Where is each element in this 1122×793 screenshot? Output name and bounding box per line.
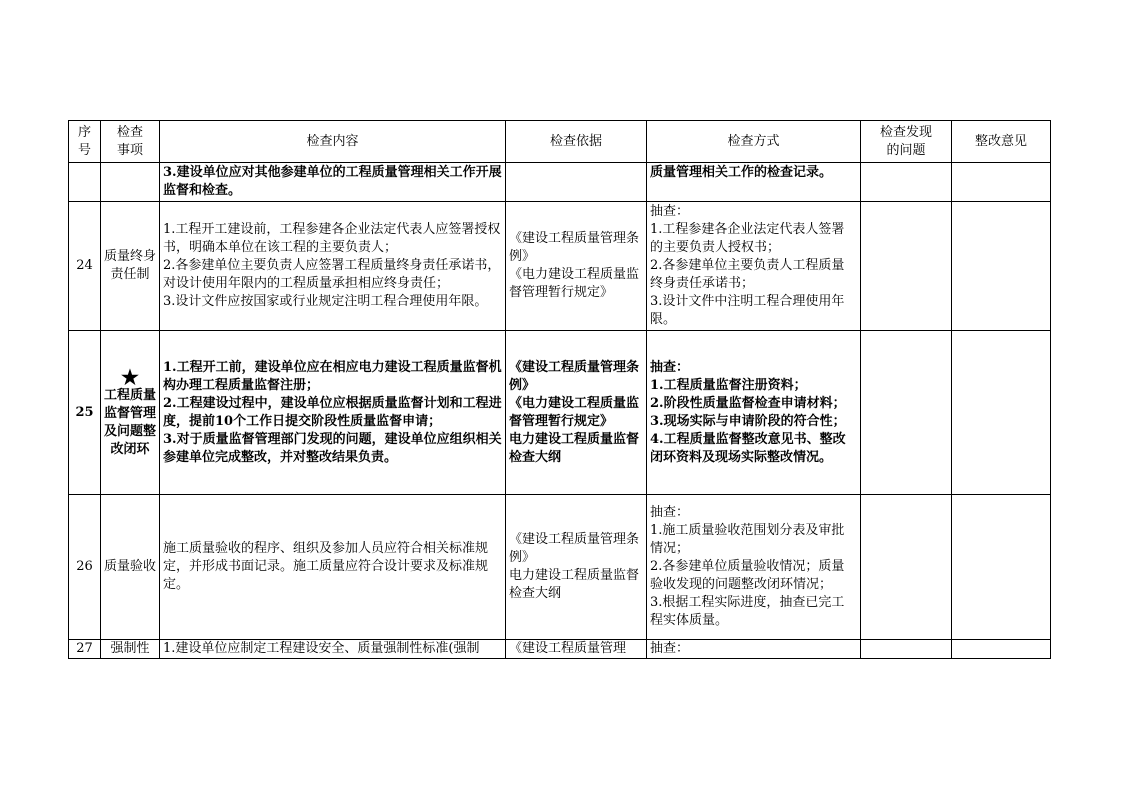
row-advice xyxy=(952,163,1051,202)
row-basis: 《建设工程质量管理条例》 电力建设工程质量监督检查大纲 xyxy=(506,495,647,640)
header-method: 检查方式 xyxy=(647,121,861,163)
row-content: 1.工程开工建设前，工程参建各企业法定代表人应签署授权书，明确本单位在该工程的主要负责人； 2.各参建单位主要负责人应签署工程质量终身责任承诺书，对设计使用年限内的工程质量承担相应终身责任； 3.设计文件应按国家或行业规定注明工程合理使用年限。 xyxy=(160,202,506,331)
row-no: 25 xyxy=(69,331,101,495)
inspection-table-page xyxy=(68,120,1051,659)
row-method: 质量管理相关工作的检查记录。 xyxy=(647,163,861,202)
row-method: 抽查： xyxy=(647,640,861,659)
header-no: 序 号 xyxy=(69,121,101,163)
row-found xyxy=(861,202,952,331)
row-advice xyxy=(952,331,1051,495)
table-row xyxy=(69,202,1051,331)
table-row xyxy=(69,331,1051,495)
row-item-label: 工程质量监督管理及问题整改闭环 xyxy=(104,387,157,457)
header-row xyxy=(69,121,1051,163)
row-no: 24 xyxy=(69,202,101,331)
row-no: 27 xyxy=(69,640,101,659)
table-row xyxy=(69,495,1051,640)
star-icon: ★ xyxy=(121,364,139,389)
row-basis xyxy=(506,163,647,202)
row-item xyxy=(101,331,160,495)
row-content: 施工质量验收的程序、组织及参加人员应符合相关标准规定，并形成书面记录。施工质量应符合设计要求及标准规定。 xyxy=(160,495,506,640)
row-basis: 《建设工程质量管理条例》 《电力建设工程质量监督管理暂行规定》 电力建设工程质量监督检查大纲 xyxy=(506,331,647,495)
table-row xyxy=(69,640,1051,659)
inspection-table xyxy=(68,120,1051,659)
header-content: 检查内容 xyxy=(160,121,506,163)
row-item: 强制性 xyxy=(101,640,160,659)
row-no xyxy=(69,163,101,202)
row-method: 抽查： 1.施工质量验收范围划分表及审批情况； 2.各参建单位质量验收情况；质量验收发现的问题整改闭环情况； 3.根据工程实际进度，抽查已完工程实体质量。 xyxy=(647,495,861,640)
header-advice: 整改意见 xyxy=(952,121,1051,163)
row-advice xyxy=(952,202,1051,331)
row-found xyxy=(861,495,952,640)
row-item: 质量验收 xyxy=(101,495,160,640)
header-item: 检查 事项 xyxy=(101,121,160,163)
row-advice xyxy=(952,495,1051,640)
header-basis: 检查依据 xyxy=(506,121,647,163)
row-no: 26 xyxy=(69,495,101,640)
row-item xyxy=(101,163,160,202)
header-found: 检查发现 的问题 xyxy=(861,121,952,163)
row-content: 1.工程开工前，建设单位应在相应电力建设工程质量监督机构办理工程质量监督注册； 2.工程建设过程中，建设单位应根据质量监督计划和工程进度，提前10个工作日提交阶段性质量监督申请； 3.对于质量监督管理部门发现的问题，建设单位应组织相关参建单位完成整改，并对整改结果负责。 xyxy=(160,331,506,495)
table-row xyxy=(69,163,1051,202)
row-found xyxy=(861,640,952,659)
row-item: 质量终身责任制 xyxy=(101,202,160,331)
row-basis: 《建设工程质量管理 xyxy=(506,640,647,659)
row-method: 抽查： 1.工程参建各企业法定代表人签署的主要负责人授权书； 2.各参建单位主要负责人工程质量终身责任承诺书； 3.设计文件中注明工程合理使用年限。 xyxy=(647,202,861,331)
row-advice xyxy=(952,640,1051,659)
row-basis: 《建设工程质量管理条例》 《电力建设工程质量监督管理暂行规定》 xyxy=(506,202,647,331)
row-found xyxy=(861,163,952,202)
row-found xyxy=(861,331,952,495)
row-content: 1.建设单位应制定工程建设安全、质量强制性标准(强制 xyxy=(160,640,506,659)
row-method: 抽查： 1.工程质量监督注册资料； 2.阶段性质量监督检查申请材料； 3.现场实际与申请阶段的符合性； 4.工程质量监督整改意见书、整改闭环资料及现场实际整改情况。 xyxy=(647,331,861,495)
row-content: 3.建设单位应对其他参建单位的工程质量管理相关工作开展监督和检查。 xyxy=(160,163,506,202)
